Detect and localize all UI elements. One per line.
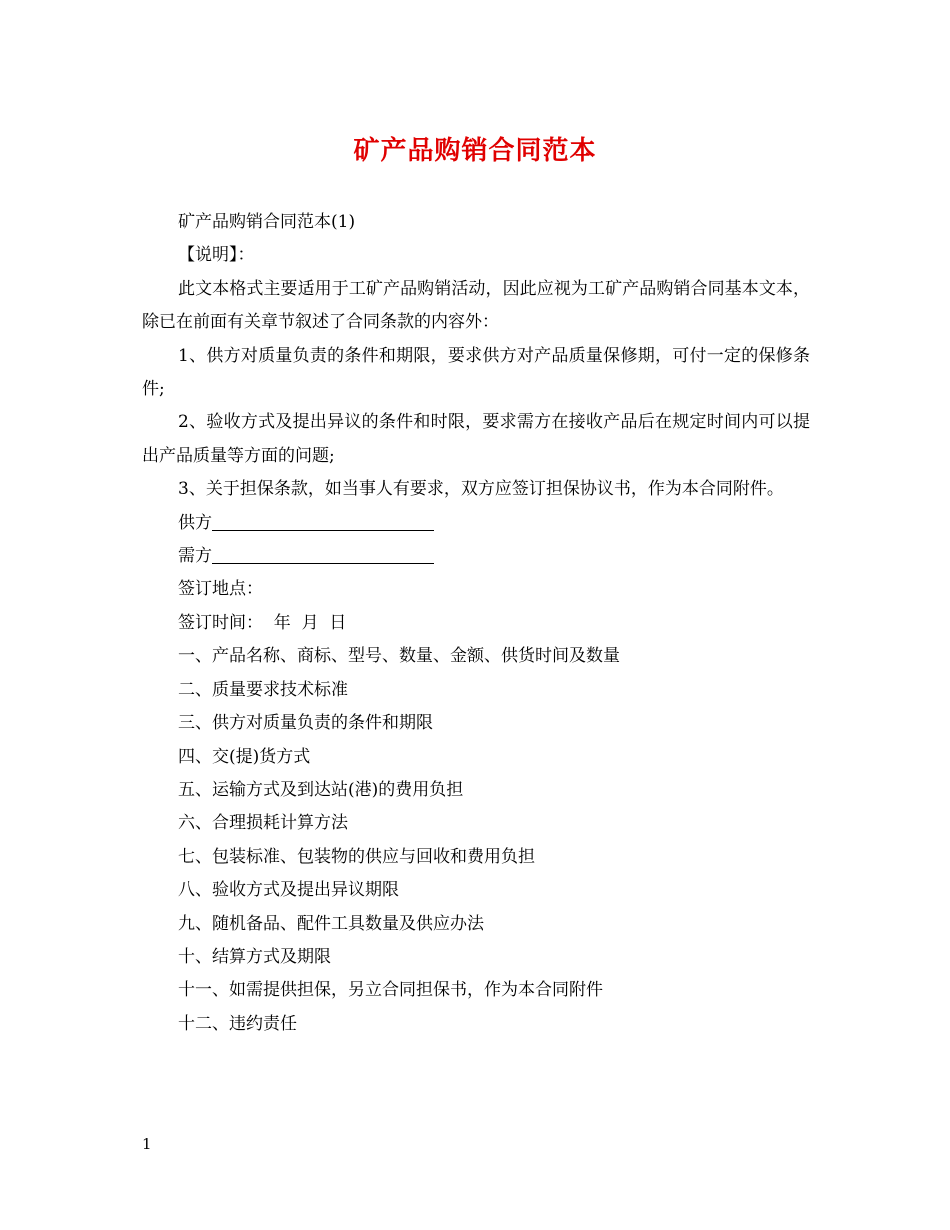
note-item: 2、验收方式及提出异议的条件和时限，要求需方在接收产品后在规定时间内可以提出产品质量等方面的问题; [142,412,810,466]
note-heading: 【说明】： [178,245,255,266]
clause-item: 二、质量要求技术标准 [178,679,348,700]
clause-item: 十二、违约责任 [178,1013,297,1034]
clause-item: 五、运输方式及到达站(港)的费用负担 [178,779,464,800]
document-body [142,206,810,1041]
supplier-row [142,507,810,540]
buyer-blank-line[interactable] [212,543,434,564]
buyer-row [142,540,810,573]
note-item: 3、关于担保条款，如当事人有要求，双方应签订担保协议书，作为本合同附件。 [178,479,784,500]
clause-item: 十、结算方式及期限 [178,946,331,967]
document-subtitle: 矿产品购销合同范本(1) [178,212,356,232]
clause-item: 一、产品名称、商标、型号、数量、金额、供货时间及数量 [178,646,620,667]
sign-place: 签订地点： [178,579,263,600]
clause-item: 七、包装标准、包装物的供应与回收和费用负担 [178,846,535,867]
clause-item: 三、供方对质量负责的条件和期限 [178,713,433,734]
note-item: 1、供方对质量负责的条件和期限，要求供方对产品质量保修期，可付一定的保修条件; [142,345,810,400]
page-number: 1 [142,1135,152,1153]
clause-item: 八、验收方式及提出异议期限 [178,880,399,901]
clause-item: 九、随机备品、配件工具数量及供应办法 [178,913,484,934]
supplier-blank-line[interactable] [212,510,434,531]
clause-item: 十一、如需提供担保，另立合同担保书，作为本合同附件 [178,980,603,1001]
clause-item: 六、合理损耗计算方法 [178,813,348,834]
buyer-label: 需方 [178,546,212,567]
clause-item: 四、交(提)货方式 [178,746,311,767]
sign-time: 签订时间： 年 月 日 [178,612,347,633]
intro-paragraph: 此文本格式主要适用于工矿产品购销活动，因此应视为工矿产品购销合同基本文本，除已在前面有关章节叙述了合同条款的内容外： [142,278,810,333]
document-title: 矿产品购销合同范本 [353,136,597,166]
supplier-label: 供方 [178,512,212,533]
